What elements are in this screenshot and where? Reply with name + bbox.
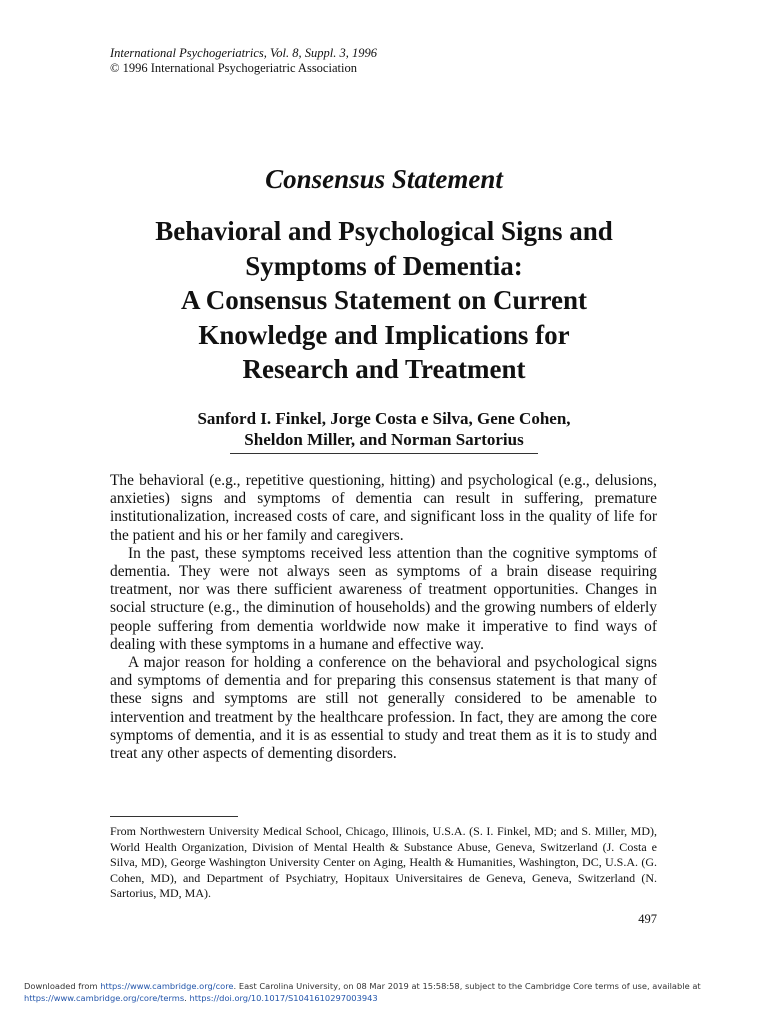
article-type-label: Consensus Statement: [265, 164, 503, 194]
download-prefix: Downloaded from: [24, 981, 101, 991]
terms-link[interactable]: https://www.cambridge.org/core/terms: [24, 992, 185, 1003]
article-body: [110, 472, 657, 763]
doi-link[interactable]: https://doi.org/10.1017/S1041610297003943: [189, 992, 378, 1003]
authors-line: Sheldon Miller, and Norman Sartorius: [244, 430, 524, 449]
authors-line: Sanford I. Finkel, Jorge Costa e Silva, Gene Cohen,: [197, 409, 571, 428]
download-separator: .: [184, 992, 190, 1003]
title-line: Research and Treatment: [242, 354, 526, 384]
footnote-divider: [110, 816, 238, 817]
title-line: A Consensus Statement on Current: [180, 285, 588, 315]
body-paragraph: A major reason for holding a conference on the behavioral and psychological signs and symptoms of dementia and for preparing this consensus statement is that many of these signs and symptoms are still not generally considered to be amenable to intervention and treatment by the healthcare profession. In fact, they are among the core symptoms of dementia, and it is as essential to study and treat them as it is to study and treat any other aspects of dementing disorders.: [110, 654, 657, 763]
journal-header: [110, 46, 377, 76]
body-paragraph: In the past, these symptoms received less attention than the cognitive symptoms of dementia. They were not always seen as symptoms of a brain disease requiring treatment, nor was there sufficient awareness of treatment opportunities. Changes in social structure (e.g., the diminution of households) and the growing numbers of elderly people suffering from dementia worldwide now make it imperative to find ways of dealing with these symptoms in a humane and effective way.: [110, 544, 657, 653]
affiliation-footnote: From Northwestern University Medical School, Chicago, Illinois, U.S.A. (S. I. Finkel, MD; and S. Miller, MD), World Health Organization, Division of Mental Health & Substance Abuse, Geneva, Switzerland (J. Costa e Silva, MD), George Washington University Center on Aging, Health & Humanities, Washington, DC, U.S.A. (G. Cohen, MD), and Department of Psychiatry, Hopitaux Universitaires de Geneva, Geneva, Switzerland (N. Sartorius, MD, MA).: [110, 824, 657, 901]
cambridge-core-link[interactable]: https://www.cambridge.org/core: [100, 981, 234, 991]
title-line: Symptoms of Dementia:: [245, 250, 523, 281]
download-middle: . East Carolina University, on 08 Mar 2019 at 15:58:58, subject to the Cambridge Core terms of use, available at: [233, 981, 701, 991]
author-list: [0, 408, 768, 450]
copyright-line: © 1996 International Psychogeriatric Association: [110, 61, 357, 75]
author-divider: [230, 453, 538, 454]
title-line: Behavioral and Psychological Signs and: [155, 216, 613, 246]
journal-citation: International Psychogeriatrics, Vol. 8, Suppl. 3, 1996: [110, 46, 377, 60]
download-notice: [24, 981, 754, 1004]
title-line: Knowledge and Implications for: [198, 319, 570, 350]
body-paragraph: The behavioral (e.g., repetitive questioning, hitting) and psychological (e.g., delusions, anxieties) signs and symptoms of dementia can result in suffering, premature institutionalization, increased costs of care, and significant loss in the quality of life for the patient and his or her family and caregivers.: [110, 472, 657, 544]
page-number: 497: [638, 912, 657, 926]
article-title: [0, 214, 768, 387]
